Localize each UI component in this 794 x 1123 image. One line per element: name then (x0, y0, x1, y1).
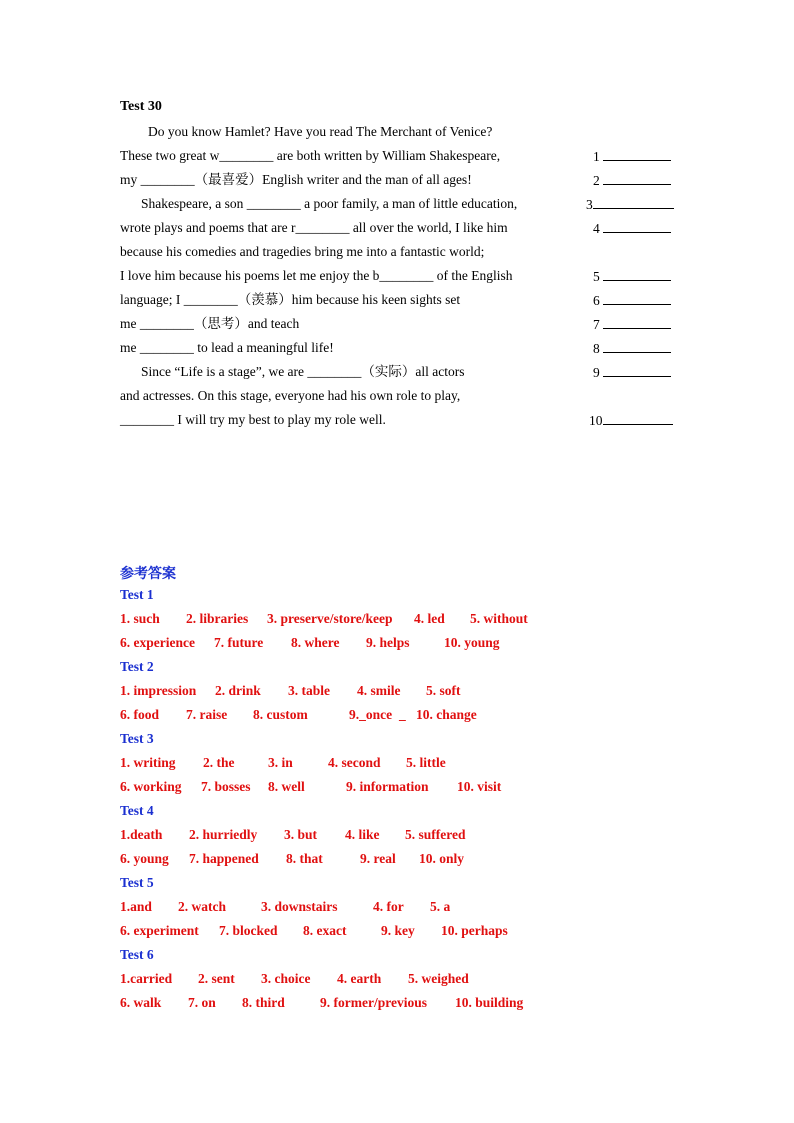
answer-item: 4. second (328, 755, 381, 770)
passage-line: language; I ________（羡慕）him because his keen sights set (120, 292, 461, 307)
answer-number-8: 8 (593, 338, 671, 358)
answer-item: 5. without (470, 611, 528, 626)
passage-line: me ________（思考）and teach (120, 316, 300, 331)
answer-item: 5. weighed (408, 971, 469, 986)
passage-line: These two great w________ are both written by William Shakespeare, (120, 148, 501, 163)
answer-item: 9. real (360, 851, 396, 866)
answer-item: 2. drink (215, 683, 261, 698)
answer-item: 5. suffered (405, 827, 466, 842)
answer-item: 8. that (286, 851, 323, 866)
answer-item: 10. perhaps (441, 923, 508, 938)
answer-item: 2. the (203, 755, 235, 770)
passage-line: me ________ to lead a meaningful life! (120, 340, 334, 355)
answer-number-4: 4 (593, 218, 671, 238)
answer-item: 6. working (120, 779, 182, 794)
answer-item: 9. former/previous (320, 995, 427, 1010)
answer-item: 7. happened (189, 851, 259, 866)
answer-item: 8. third (242, 995, 285, 1010)
answer-number-1: 1 (593, 146, 671, 166)
answer-item: 7. on (188, 995, 216, 1010)
answer-item: 7. future (214, 635, 264, 650)
answer-item: 6. walk (120, 995, 162, 1010)
answer-item: 4. for (373, 899, 404, 914)
answer-group-title: Test 4 (120, 803, 154, 818)
answer-number-10: 10 (589, 410, 673, 430)
answer-group-title: Test 1 (120, 587, 154, 602)
answer-item: 5. a (430, 899, 451, 914)
answer-item: 7. bosses (201, 779, 251, 794)
answer-item: 1.death (120, 827, 163, 842)
answer-item: 1.and (120, 899, 152, 914)
answer-item: 2. sent (198, 971, 235, 986)
answer-item: 7. raise (186, 707, 228, 722)
answer-group-title: Test 2 (120, 659, 154, 674)
answer-item: 9. information (346, 779, 429, 794)
answer-item: 10. young (444, 635, 500, 650)
passage-line: and actresses. On this stage, everyone had his own role to play, (120, 388, 461, 403)
answer-item: 8. where (291, 635, 340, 650)
answer-item: 3. choice (261, 971, 311, 986)
test-title: Test 30 (120, 99, 162, 114)
answer-item: 1.carried (120, 971, 173, 986)
answer-number-6: 6 (593, 290, 671, 310)
answer-number-7: 7 (593, 314, 671, 334)
answer-item: 10. building (455, 995, 524, 1010)
answer-item: 5. little (406, 755, 446, 770)
answer-number-2: 2 (593, 170, 671, 190)
answer-item: 9. helps (366, 635, 410, 650)
answer-item: 3. in (268, 755, 293, 770)
answer-item: 2. hurriedly (189, 827, 258, 842)
answer-item: 8. exact (303, 923, 347, 938)
answers-heading: 参考答案 (120, 567, 176, 582)
answer-group-title: Test 6 (120, 947, 154, 962)
answer-item: 6. experience (120, 635, 195, 650)
answer-group-title: Test 3 (120, 731, 154, 746)
passage-line: Do you know Hamlet? Have you read The Merchant of Venice? (148, 124, 493, 139)
answer-item: 2. watch (178, 899, 226, 914)
answer-item: 10. change (416, 707, 477, 722)
answer-item: 8. custom (253, 707, 308, 722)
passage-line: wrote plays and poems that are r________ all over the world, I like him (120, 220, 508, 235)
answer-item: 8. well (268, 779, 305, 794)
answer-item: 4. earth (337, 971, 382, 986)
passage-line: my ________（最喜爱）English writer and the man of all ages! (120, 172, 472, 187)
answer-item: _ (399, 707, 406, 722)
answer-item: 9._once (349, 707, 393, 722)
answer-item: 6. experiment (120, 923, 199, 938)
answer-item: 3. preserve/store/keep (267, 611, 393, 626)
passage-line: Since “Life is a stage”, we are ________（实际）all actors (141, 364, 465, 379)
passage-line: I love him because his poems let me enjoy the b________ of the English (120, 268, 513, 283)
answer-item: 6. food (120, 707, 160, 722)
answer-number-5: 5 (593, 266, 671, 286)
answer-item: 4. like (345, 827, 380, 842)
answer-item: 3. downstairs (261, 899, 338, 914)
answer-number-9: 9 (593, 362, 671, 382)
answer-item: 7. blocked (219, 923, 278, 938)
answer-item: 10. visit (457, 779, 502, 794)
passage-line: Shakespeare, a son ________ a poor family, a man of little education, (141, 196, 518, 211)
answer-item: 6. young (120, 851, 169, 866)
answer-item: 9. key (381, 923, 415, 938)
answer-item: 1. impression (120, 683, 197, 698)
answer-item: 4. smile (357, 683, 401, 698)
answer-item: 3. table (288, 683, 330, 698)
answer-item: 10. only (419, 851, 465, 866)
answer-item: 5. soft (426, 683, 461, 698)
answer-group-title: Test 5 (120, 875, 154, 890)
answer-item: 3. but (284, 827, 318, 842)
answer-item: 1. writing (120, 755, 176, 770)
answer-number-3: 3 (586, 194, 674, 214)
answer-item: 2. libraries (186, 611, 249, 626)
passage-line: because his comedies and tragedies bring me into a fantastic world; (120, 244, 485, 259)
answer-item: 1. such (120, 611, 160, 626)
passage-line: ________ I will try my best to play my role well. (120, 412, 386, 427)
answer-item: 4. led (414, 611, 445, 626)
